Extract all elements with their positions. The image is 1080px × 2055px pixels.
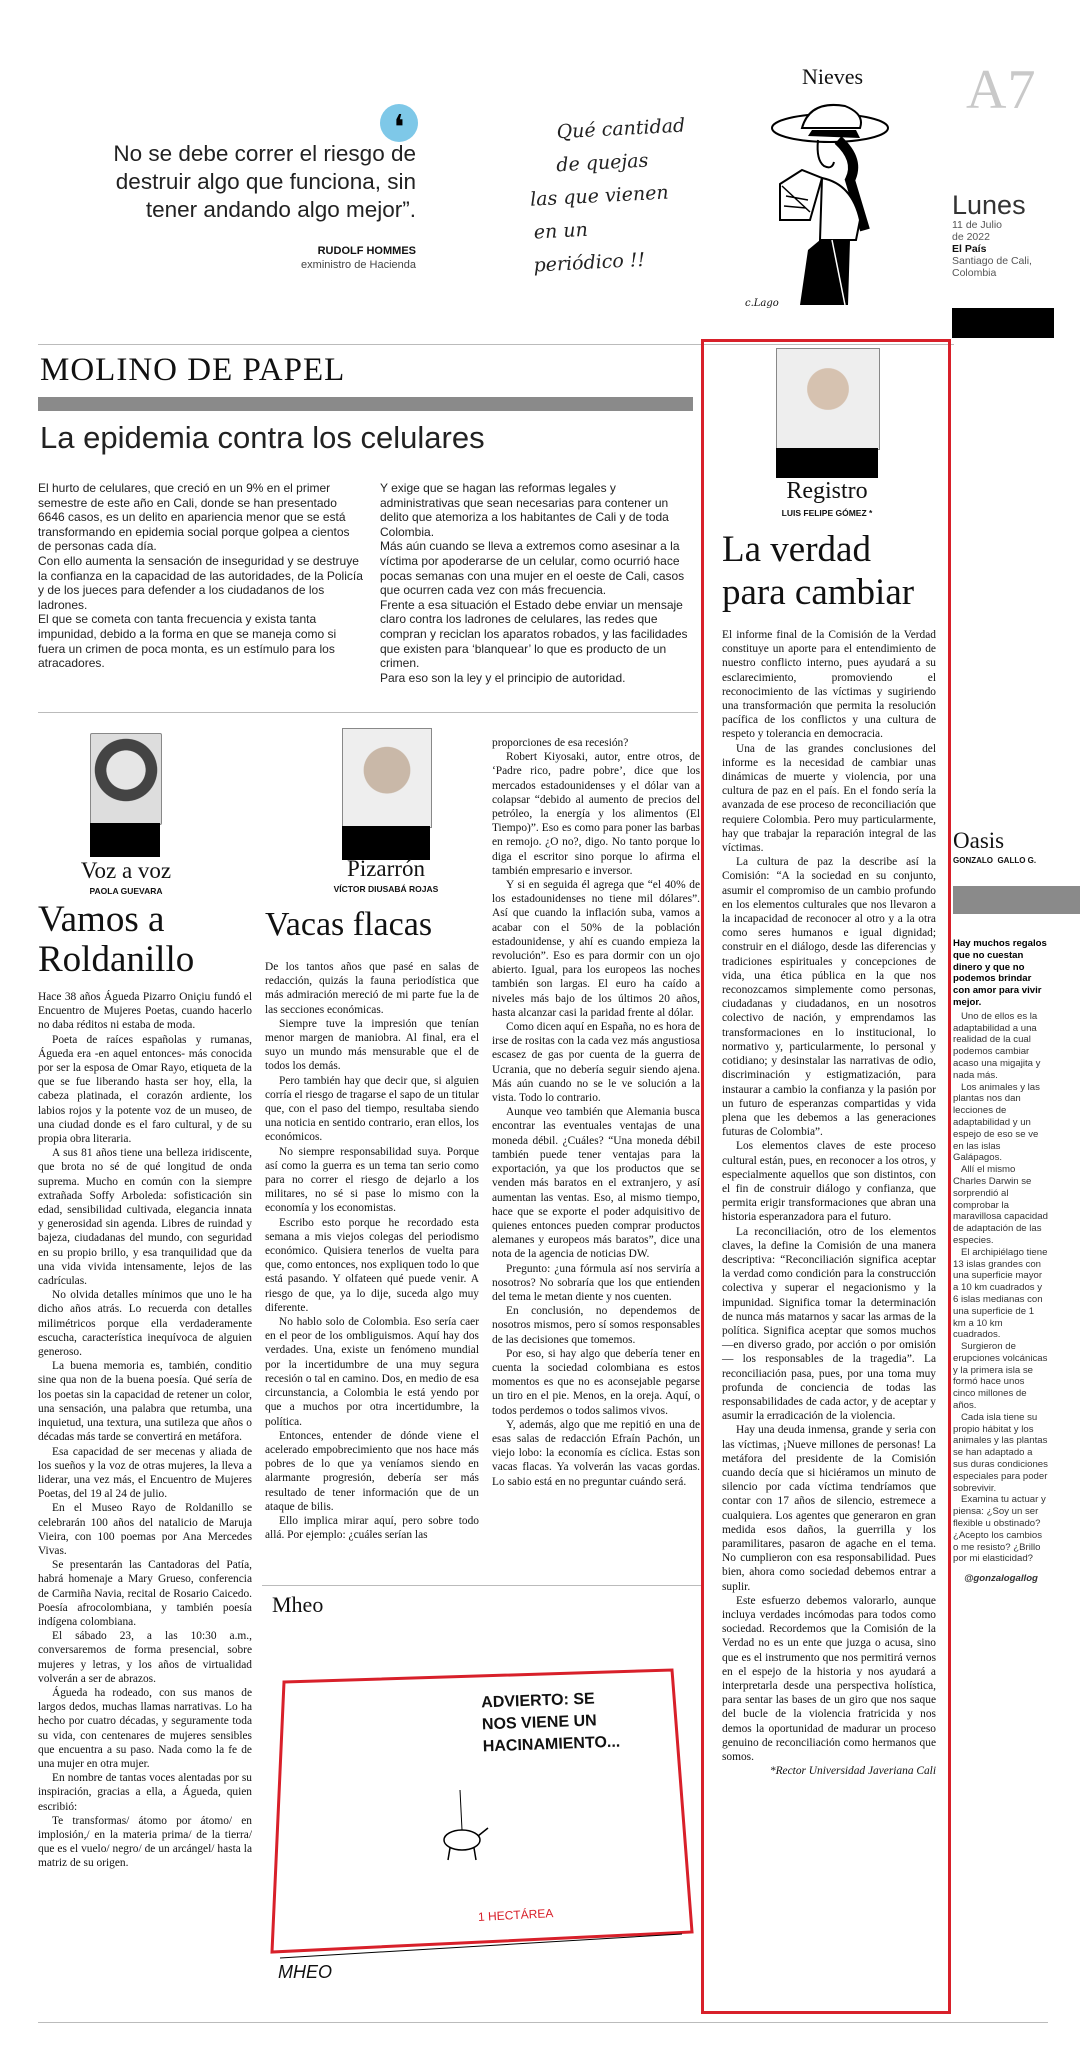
editorial-paragraph: Frente a esa situación el Estado debe enviar un mensaje claro contra los ladrones de celulares, las redes que compran y reciclan los aparatos robados, y las facilidades que existen para ‘blanquear’ lo que es producto de un crimen. (380, 597, 688, 671)
article-paragraph: Y si en seguida él agrega que “el 40% de los estadounidenses no tiene mil dólares”. Así que cuando la inflación suba, vamos a acabar con el 50% de la población estadounidense, y ahí es cuando empieza la revolución”. Eso es para dormir con un ojo abierto. Igual, para los europeos las noches también son largas. El euro ha caído a niveles más bajo de los últimos 20 años, hasta alcanzar casi la paridad frente al dólar. (492, 879, 700, 1019)
date-line-1: 11 de Julio (952, 219, 1003, 231)
article-paragraph: Este esfuerzo debemos valorarlo, aunque incluya verdades incómodas para todos como sociedad. Recordemos que la Comisión de la Verdad no es un ente que juzga o acusa, sino que es el instrumento que nos permitirá vernos en el espejo de la historia y nos ayudará a interpretarla desde una perspectiva holística, para sentar las bases de un giro que nos saque del bucle de la violencia fratricida y nos demos la oportunidad de madurar un proceso genuino de reconciliación como hermanos que somos. (722, 1594, 936, 1764)
author-name-voz: PAOLA GUEVARA (89, 886, 163, 896)
city-line-2: Colombia (952, 267, 997, 279)
city-line-1: Santiago de Cali, (952, 255, 1032, 267)
article-paragraph: Ello implica mirar aquí, pero sobre todo allá. Por ejemplo: ¿cuáles serían las (265, 1514, 479, 1542)
oasis-paragraph: Uno de ellos es la adaptabilidad a una realidad de la cual podemos cambiar acaso una migajita y nada más. (953, 1010, 1041, 1081)
article-body-pizarron-col1 (265, 960, 479, 1542)
oasis-gray-rule (953, 886, 1080, 914)
editorial-paragraph: Más aún cuando se lleva a extremos como asesinar a la víctima por apoderarse de un celular, como ocurrió hace pocas semanas con una mujer en el oeste de Cali, casos que ocurren cada vez con más frecuencia. (380, 539, 685, 598)
mheo-speech-bubble (481, 1688, 621, 1759)
article-paragraph: En nombre de tantas voces alentadas por su inspiración, gracias a ella, a Águeda, quien escribió: (38, 1772, 252, 1813)
mheo-signature: MHEO (278, 1962, 332, 1982)
article-paragraph: De los tantos años que pasé en salas de redacción, quizás la fauna periodística que más admiración mereció de mi parte fue la de las secciones económicas. (265, 961, 479, 1016)
oasis-column (953, 820, 1080, 1720)
mheo-bubble-line: NOS VIENE UN (481, 1712, 597, 1734)
mheo-bubble-line: ADVIERTO: SE (480, 1690, 595, 1712)
page-number: A7 (966, 59, 1037, 121)
article-paragraph: Esa capacidad de ser mecenas y aliada de los sueños y la voz de otras mujeres, la lleva a liderar, una vez más, el Encuentro de Mujeres Poetas, del 19 al 24 de julio. (38, 1445, 252, 1501)
article-paragraph: El informe final de la Comisión de la Verdad constituye un aporte para el entendimiento de nuestro conflicto interno, pues ayudará a su esclarecimiento, promoviendo el reconocimiento de las víctimas y sugiriendo una transformación que permita la resolución pacífica de los conflictos y una cultura de respeto y tolerancia en democracia. (722, 629, 936, 741)
cartoon-title: Nieves (802, 64, 864, 89)
author-photo-victor (342, 728, 432, 828)
column-name-oasis: Oasis (953, 828, 1005, 853)
oasis-paragraph: El archipiélago tiene 13 islas grandes con una superficie mayor a 10 km cuadrados y 6 islas medianas con una superficie de 1 km a 10 km cuadrados. (953, 1246, 1048, 1341)
author-photo-luis-felipe (776, 348, 880, 450)
oasis-body (953, 938, 1049, 1585)
article-paragraph: La cultura de paz la describe así la Comisión: “A la sociedad en su conjunto, asumir el compromiso de un cambio profundo en los elementos culturales que nos llevaron a la incapacidad de reconocer al otro y a la otra como seres humanos e igual dignidad; construir en el diálogo, desde las diferencias y tradiciones espirituales y concepciones de vida, una ética pública en la que nos reconozcamos simplemente como personas, ciudadanas y ciudadanos, en un nosotros colectivo de nación, y emprendamos las transformaciones en lo institucional, lo normativo y, particularmente, lo personal y cotidiano; y desinstalar las narrativas de odio, discriminación y estigmatización, para instaurar a cambio la confianza y la pasión por un futuro de esperanzas compartidas y vida plena que les debemos a las generaciones futuras de Colombia”. (722, 856, 936, 1139)
column-name-voz: Voz a voz (80, 858, 172, 883)
editorial-paragraph: El hurto de celulares, que creció en un 9% en el primer semestre de este año en Cali, donde se han presentado 6646 casos, es un delito en apariencia menor que se está transformando en epidemia social porque golpea a cientos de personas cada día. (38, 481, 350, 554)
editorial-col-2 (380, 481, 698, 685)
paper-name: El País (952, 243, 987, 255)
article-body-registro (722, 628, 936, 1778)
editorial-paragraph: Y exige que se hagan las reformas legales y administrativas que sean necesarias para contener un delito que atemoriza a los habitantes de Cali y de toda Colombia. (380, 481, 669, 539)
headline-pizarron: Vacas flacas (265, 906, 433, 943)
article-paragraph: En el Museo Rayo de Roldanillo se celebrarán 100 años del natalicio de Maruja Vieira, con 100 poemas por Ana Mercedes Vivas. (38, 1502, 252, 1557)
cartoon-line: de quejas (555, 149, 649, 177)
article-paragraph: La reconciliación, otro de los elementos claves, la define la Comisión de una manera descriptiva: “Reconciliación significa aceptar la verdad como condición para la construcción colectiva y superar el negacionismo y la impunidad. Significa tomar la determinación de nunca más matarnos y sacar las armas de la política. Significa aceptar que somos muchos —en diverso grado, por acción o por omisión— los responsables de la tragedia”. La reconciliación pasa, pues, por una toma muy profunda de conciencia de todas las responsabilidades de cada actor, y de aceptar y asumir la erradicación de la violencia. (722, 1225, 936, 1423)
editorial-paragraph: Para eso son la ley y el principio de autoridad. (380, 670, 626, 685)
oasis-paragraph: Examina tu actuar y piensa: ¿Soy un ser flexible u obstinado? ¿Acepto los cambios o me resisto? ¿Brillo por mi elasticidad? (953, 1494, 1046, 1565)
article-paragraph: Te transformas/ átomo por átomo/ en implosión,/ en la materia prima/ de la tierra/ que es el vuelo/ negro/ de un arcángel/ hasta la matriz de su origen. (38, 1814, 252, 1870)
editorial-paragraph: Con ello aumenta la sensación de inseguridad y se destruye la confianza en la capacidad de las autoridades, de la Policía y de los jueces para defender a los ciudadanos de los ladrones. (38, 553, 363, 612)
mheo-caption: 1 HECTÁREA (477, 1906, 554, 1924)
pull-quote: No se debe correr el riesgo de destruir algo que funciona, sin tener andando algo mejor”. (113, 141, 416, 222)
cartoon-line: Qué cantidad (556, 114, 686, 144)
headline-registro (722, 528, 946, 614)
article-paragraph: Poeta de raíces españolas y rumanas, Águeda era -en aquel entonces- más conocida por ser la esposa de Omar Rayo, etiqueta de la que se fue liberando hasta ser hoy, ella, la cabeza platinada, el corazón ardiente, los labios rojos y la potente voz de un museo, de una ciudad donde es el faro cultural, y de su propia obra literaria. (38, 1033, 252, 1146)
photo-black-bar (342, 826, 430, 860)
article-paragraph: Hace 38 años Águeda Pizarro Oniçiu fundó el Encuentro de Mujeres Poetas, cuando hacerlo no daba réditos ni estaba de moda. (38, 991, 252, 1032)
photo-black-bar (776, 448, 878, 478)
bottom-divider (38, 2022, 1048, 2023)
column-name-pizarron: Pizarrón (347, 856, 425, 881)
article-paragraph: Pregunto: ¿una fórmula así nos serviría a nosotros? No sobraría que los que entienden del tema le metan diente y nos cuenten. (492, 1262, 700, 1303)
oasis-lead: Hay muchos regalos que no cuestan dinero y que no podemos brindar con amor para vivir mejor. (953, 938, 1047, 1008)
article-paragraph: La buena memoria es, también, conditio sine qua non de la buena poesía. Qué sería de los poetas sin la capacidad de retener un color, una sensación, una palabra que retumba, una inquietud, una textura, una sutileza que años o décadas más tarde se convertirá en metáfora. (38, 1360, 252, 1444)
quote-author: RUDOLF HOMMES (317, 245, 416, 257)
photo-black-bar (90, 823, 160, 857)
author-name-pizarron: VÍCTOR DIUSABÁ ROJAS (333, 884, 439, 894)
article-paragraph: Entonces, entender de dónde viene el acelerado empobrecimiento que nos hace más pobres de lo que ya veníamos siendo en alarmante progresión, debería ser más resultado de tener información que de un ataque de bilis. (265, 1429, 479, 1513)
article-paragraph: Los elementos claves de este proceso cultural están, pues, en reconocer a los otros, y especialmente aquellos que son distintos, con el fin de construir diálogo y confianza, que permita erigir transformaciones que abran una historia esperanzadora para el futuro. (722, 1140, 936, 1224)
date-line-2: de 2022 (952, 231, 990, 243)
footnote: *Rector Universidad Javeriana Cali (769, 1765, 936, 1778)
article-paragraph: Águeda ha rodeado, con sus manos de largos dedos, muchas llamas narrativas. Lo ha hecho por cuatro décadas, y seguramente toda su vida, con centenares de mujeres sensibles que encuentra a su paso. Nada como la fe de una mujer en otra mujer. (38, 1686, 252, 1770)
editorial-headline: La epidemia contra los celulares (40, 420, 485, 455)
article-body-pizarron-col2 (492, 736, 700, 1489)
author-name-oasis (953, 856, 1036, 865)
article-paragraph: No olvida detalles mínimos que uno le ha dicho años atrás. Lo recuerda con detalles milimétricos porque ella verdaderamente escucha, característica inequívoca de alguien generoso. (38, 1289, 252, 1359)
article-paragraph: Aunque veo también que Alemania busca encontrar las eventuales ventajas de una moneda débil. ¿Cuáles? “Una moneda débil también puede tener ventajas para la exportación, ya que los productos que se venden más baratos en el extranjero, y así aumentan las ventas. Eso, al mismo tiempo, hace que se exporte el poder adquisitivo de quienes entonces pueden comprar productos alemanes y europeos más baratos”, dice una nota de la agencia de noticias DW. (492, 1106, 700, 1261)
author-photo-paola (90, 733, 162, 825)
article-paragraph: Siempre tuve la impresión que tenían menor margen de maniobra. Al final, era el suyo un mundo más mensurable que el de todos los demás. (265, 1017, 479, 1073)
article-paragraph: El sábado 23, a las 10:30 a.m., conversaremos de forma presencial, sobre mujeres y letras, y los años de virtualidad volverán a ser de abrazos. (38, 1630, 252, 1685)
quote-mark-icon: ❛ (380, 104, 418, 142)
cartoon-signature: c.Lago (745, 298, 779, 309)
article-paragraph: No hablo solo de Colombia. Eso sería caer en el peor de los ombliguismos. Aquí hay dos verdades. Una, existe un fenómeno mundial por la incertidumbre de una muy segura recesión o tal en camino. Dos, en medio de esa circunstancia, a Colombia le está yendo por que a muchos por otra incertidumbre, la política. (265, 1316, 479, 1428)
column-name-registro: Registro (786, 478, 868, 504)
oasis-paragraph: Allí el mismo Charles Darwin se sorprendió al comprobar la maravillosa capacidad de adaptación de las especies. (953, 1164, 1048, 1246)
editorial-divider (38, 712, 698, 713)
article-paragraph: Pero también hay que decir que, si alguien corría el riesgo de tragarse el sapo de un titular que, con el paso del tiempo, resultaba siendo una noticia en sentido contrario, eran ellos, los económicos. (265, 1074, 479, 1144)
masthead-date (952, 219, 1032, 279)
mheo-cartoon-drawing (262, 1640, 702, 1980)
article-body-voz (38, 990, 252, 1871)
article-paragraph: Una de las grandes conclusiones del informe es la necesidad de cambiar unas dinámicas de muerte y violencia, por una cultura de paz en el país. En el fondo sería la avanzada de ese proceso de reconciliación que requiere Colombia. Pero muy particularmente, hay que trabajar la reparación integral de las víctimas. (722, 742, 936, 855)
section-gray-rule (38, 397, 693, 411)
editorial-col-1 (38, 481, 365, 671)
headline-line: para cambiar (722, 572, 915, 613)
article-paragraph: Hay una deuda inmensa, grande y seria con las víctimas, ¡Nueve millones de personas! La metáfora del presidente de la Comisión cuando decía que si hiciéramos un minuto de silencio por cada víctima tendríamos que contar con 17 años de silencio, estremece a cualquiera. Los agentes que generaron en gran medida esos daños, la guerrilla y los paramilitares, pasaron de agache en el tema. No cumplieron con esa responsabilidad. Pues bien, ahora como sociedad debemos entrar a suplir. (722, 1424, 936, 1593)
oasis-paragraph: Cada isla tiene su propio hábitat y los animales y las plantas se han adaptado a sus duras condiciones especiales para poder sobrevivir. (953, 1411, 1048, 1494)
masthead-black-bar (952, 308, 1054, 338)
headline-line: La verdad (722, 529, 871, 570)
editorial-paragraph: El que se cometa con tanta frecuencia y exista tanta impunidad, debido a la forma en que se maneja como si fuera un crimen de poca monta, es un estímulo para los atracadores. (38, 612, 337, 671)
author-first-name: GONZALO (953, 856, 993, 865)
cartoon-woman-drawing (720, 100, 950, 315)
article-paragraph: Y, además, algo que me repitió en una de esas salas de redacción Efraín Pachón, un viejo lobo: la economía es cíclica. Estas son vacas flacas. Ya volverán las vacas gordas. Lo sabio está en no preguntar cuándo será. (492, 1418, 700, 1488)
headline-voz: Vamos a Roldanillo (38, 899, 195, 980)
quote-author-role: exministro de Hacienda (301, 259, 416, 271)
article-paragraph: Robert Kiyosaki, autor, entre otros, de ‘Padre rico, padre pobre’, dice que los mercados estadounidenses y el dólar van a colapsar “debido al aumento de precios del petróleo, la energía y los alimentos (El Tiempo)”. Eso es como para poner las barbas en remojo. ¿O no?, digo. No tanto porque lo diga el escritor sino porque lo afirma el también empresario e inversor. (492, 751, 700, 877)
oasis-paragraph: Los animales y las plantas nos dan lecciones de adaptabilidad y un espejo de eso se ve en las islas Galápagos. (953, 1081, 1040, 1164)
author-last-name: GALLO G. (997, 856, 1037, 865)
masthead-day: Lunes (952, 190, 1026, 220)
oasis-paragraph: Surgieron de erupciones volcánicas y la primera isla se formó hace unos cinco millones de años. (953, 1341, 1048, 1412)
article-paragraph: Se presentarán las Cantadoras del Patía, habrá homenaje a Mary Grueso, conferencia de Carmiña Navia, recital de Rosario Caicedo. Poesía afrocolombiana, y también poesía indígena colombiana. (38, 1559, 252, 1628)
cartoon-line: periódico !! (533, 248, 646, 277)
oasis-handle: @gonzalogallog (964, 1573, 1038, 1585)
author-name-registro: LUIS FELIPE GÓMEZ * (781, 508, 873, 518)
mheo-bubble-line: HACINAMIENTO... (482, 1733, 621, 1756)
article-paragraph: Como dicen aquí en España, no es hora de irse de rositas con la cada vez más angustiosa escasez de gas por cuenta de la guerra de Ucrania, que no debería seguir siendo ajena. Más aún cuando no se le ve solución a la vista. Todo lo contrario. (492, 1021, 700, 1105)
mheo-divider (262, 1585, 702, 1586)
cartoon-line: en un (533, 218, 589, 244)
section-title: MOLINO DE PAPEL (40, 352, 346, 388)
article-paragraph: En conclusión, no dependemos de nosotros mismos, pero sí somos responsables de las decisiones que tomemos. (492, 1305, 700, 1346)
cartoon-line: las que vienen (529, 181, 670, 211)
article-paragraph: proporciones de esa recesión? (492, 737, 629, 749)
article-paragraph: A sus 81 años tiene una belleza iridiscente, que brota no sé de qué longitud de onda suprema. Mucho en común con la siempre extrañada Soffy Arboleda: sofisticación sin edad, sensibilidad cultivada, elegancia innata y generosidad sin agenda. Libres de ruindad y bajeza, ciudadanas del mundo, con seguridad en su propio brillo, y esa tranquilidad que da una vida vivida intensamente, lejos de las cadrículas. (38, 1147, 252, 1288)
article-paragraph: Escribo esto porque he recordado esta semana a mis viejos colegas del periodismo económico. Quisiera tenerlos de vuelta para que, como entonces, nos expliquen todo lo que está pasando. Y olfateen qué puede venir. A riesgo de que, ya lo dije, suceda algo muy diferente. (265, 1216, 479, 1314)
mheo-title: Mheo (272, 1592, 324, 1617)
article-paragraph: No siempre responsabilidad suya. Porque así como la guerra es un tema tan serio como para no correr el riesgo de dejarlo a los militares, no sé si pase lo mismo con la economía y los economistas. (265, 1145, 479, 1215)
article-paragraph: Por eso, si hay algo que debería tener en cuenta la sociedad colombiana es estos momentos es que no es aconsejable pegarse un tiro en el pie. Menos, en la oreja. Aquí, o todos perdemos o todos salimos vivos. (492, 1347, 700, 1417)
